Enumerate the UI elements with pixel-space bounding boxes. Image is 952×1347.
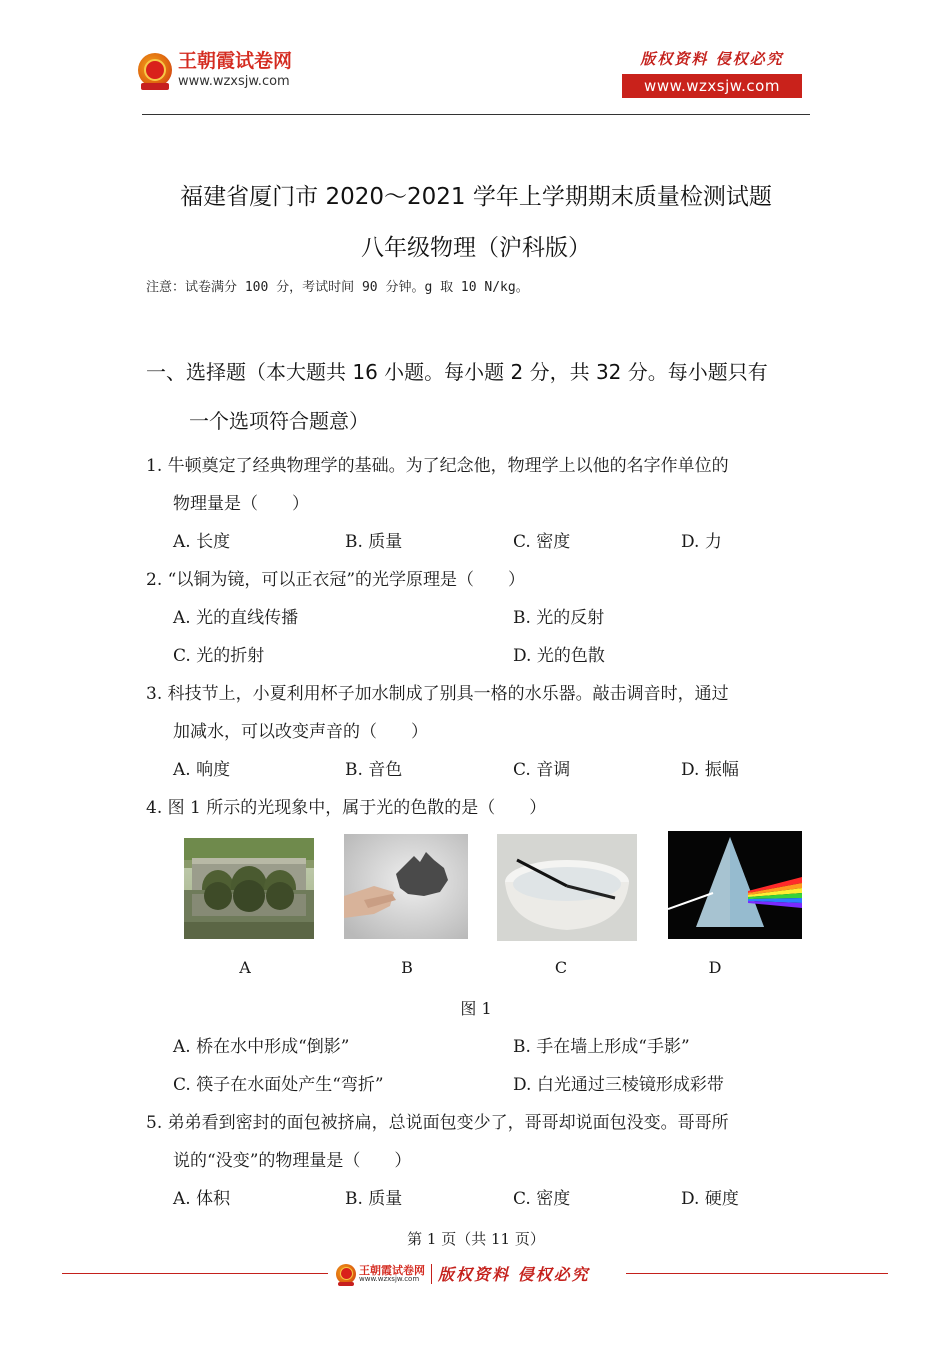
copyright-stamp bbox=[622, 48, 802, 98]
exam-notice: 注意：试卷满分 100 分，考试时间 90 分钟。g 取 10 N/kg。 bbox=[146, 280, 529, 295]
exam-title: 福建省厦门市 2020～2021 学年上学期期末质量检测试题 bbox=[180, 184, 772, 210]
question-3-option-d: D. 振幅 bbox=[681, 760, 739, 780]
brand-name: 王朝霞试卷网 bbox=[178, 50, 293, 72]
brand-url: www.wzxsjw.com bbox=[178, 74, 290, 89]
figure-label-c: C bbox=[554, 958, 568, 977]
question-4-option-c: C. 筷子在水面处产生“弯折” bbox=[173, 1075, 384, 1095]
question-3-text-cont: 加减水，可以改变声音的（ ） bbox=[173, 722, 428, 742]
footer-rule-left bbox=[62, 1273, 328, 1274]
question-4-option-b: B. 手在墙上形成“手影” bbox=[513, 1037, 690, 1057]
question-5-text-cont: 说的“没变”的物理量是（ ） bbox=[173, 1151, 412, 1171]
question-5-option-d: D. 硬度 bbox=[681, 1189, 739, 1209]
question-5-option-c: C. 密度 bbox=[513, 1189, 571, 1209]
figure-image-bridge bbox=[184, 838, 314, 939]
header-divider bbox=[142, 114, 810, 115]
question-4-option-a: A. 桥在水中形成“倒影” bbox=[173, 1037, 350, 1057]
question-1-option-a: A. 长度 bbox=[173, 532, 231, 552]
figure-image-hand-shadow bbox=[344, 834, 468, 939]
section-heading: 一、选择题（本大题共 16 小题。每小题 2 分，共 32 分。每小题只有 bbox=[146, 360, 768, 384]
question-2-option-d: D. 光的色散 bbox=[513, 646, 605, 666]
question-1-option-b: B. 质量 bbox=[345, 532, 403, 552]
question-4-option-d: D. 白光通过三棱镜形成彩带 bbox=[513, 1075, 724, 1095]
figure-image-prism bbox=[668, 831, 802, 939]
question-3-option-c: C. 音调 bbox=[513, 760, 571, 780]
footer-seal-icon bbox=[336, 1264, 356, 1284]
question-1-option-c: C. 密度 bbox=[513, 532, 571, 552]
footer-rule-right bbox=[626, 1273, 888, 1274]
question-5-option-b: B. 质量 bbox=[345, 1189, 403, 1209]
question-2-option-a: A. 光的直线传播 bbox=[173, 608, 299, 628]
footer-rights-text: 版权资料 侵权必究 bbox=[438, 1265, 590, 1284]
rights-text: 版权资料 侵权必究 bbox=[640, 50, 784, 68]
question-1-option-d: D. 力 bbox=[681, 532, 722, 552]
footer-logo bbox=[336, 1262, 590, 1285]
seal-icon bbox=[138, 53, 172, 87]
question-2-text: 2. “以铜为镜，可以正衣冠”的光学原理是（ ） bbox=[146, 570, 526, 590]
figure-caption: 图 1 bbox=[460, 999, 492, 1018]
figure-image-chopstick-bowl bbox=[497, 834, 637, 941]
footer-brand-name: 王朝霞试卷网 bbox=[359, 1263, 425, 1277]
question-3-option-a: A. 响度 bbox=[173, 760, 231, 780]
exam-subtitle: 八年级物理（沪科版） bbox=[361, 235, 591, 261]
figure-label-d: D bbox=[708, 958, 722, 977]
header-logo bbox=[138, 52, 292, 88]
question-2-option-c: C. 光的折射 bbox=[173, 646, 265, 666]
question-4-text: 4. 图 1 所示的光现象中，属于光的色散的是（ ） bbox=[146, 798, 547, 818]
footer-brand-url: www.wzxsjw.com bbox=[359, 1274, 420, 1283]
page-number: 第 1 页（共 11 页） bbox=[407, 1230, 545, 1248]
footer-divider bbox=[431, 1264, 432, 1284]
figure-label-b: B bbox=[401, 958, 413, 977]
question-3-option-b: B. 音色 bbox=[345, 760, 403, 780]
question-3-text: 3. 科技节上，小夏利用杯子加水制成了别具一格的水乐器。敲击调音时，通过 bbox=[146, 684, 729, 704]
question-1-text: 1. 牛顿奠定了经典物理学的基础。为了纪念他，物理学上以他的名字作单位的 bbox=[146, 456, 729, 476]
question-1-text-cont: 物理量是（ ） bbox=[173, 494, 309, 514]
figure-label-a: A bbox=[239, 958, 251, 977]
question-5-option-a: A. 体积 bbox=[173, 1189, 231, 1209]
section-heading-cont: 一个选项符合题意） bbox=[189, 409, 369, 433]
question-5-text: 5. 弟弟看到密封的面包被挤扁，总说面包变少了，哥哥却说面包没变。哥哥所 bbox=[146, 1113, 729, 1133]
question-2-option-b: B. 光的反射 bbox=[513, 608, 605, 628]
stamp-url: www.wzxsjw.com bbox=[622, 74, 802, 98]
